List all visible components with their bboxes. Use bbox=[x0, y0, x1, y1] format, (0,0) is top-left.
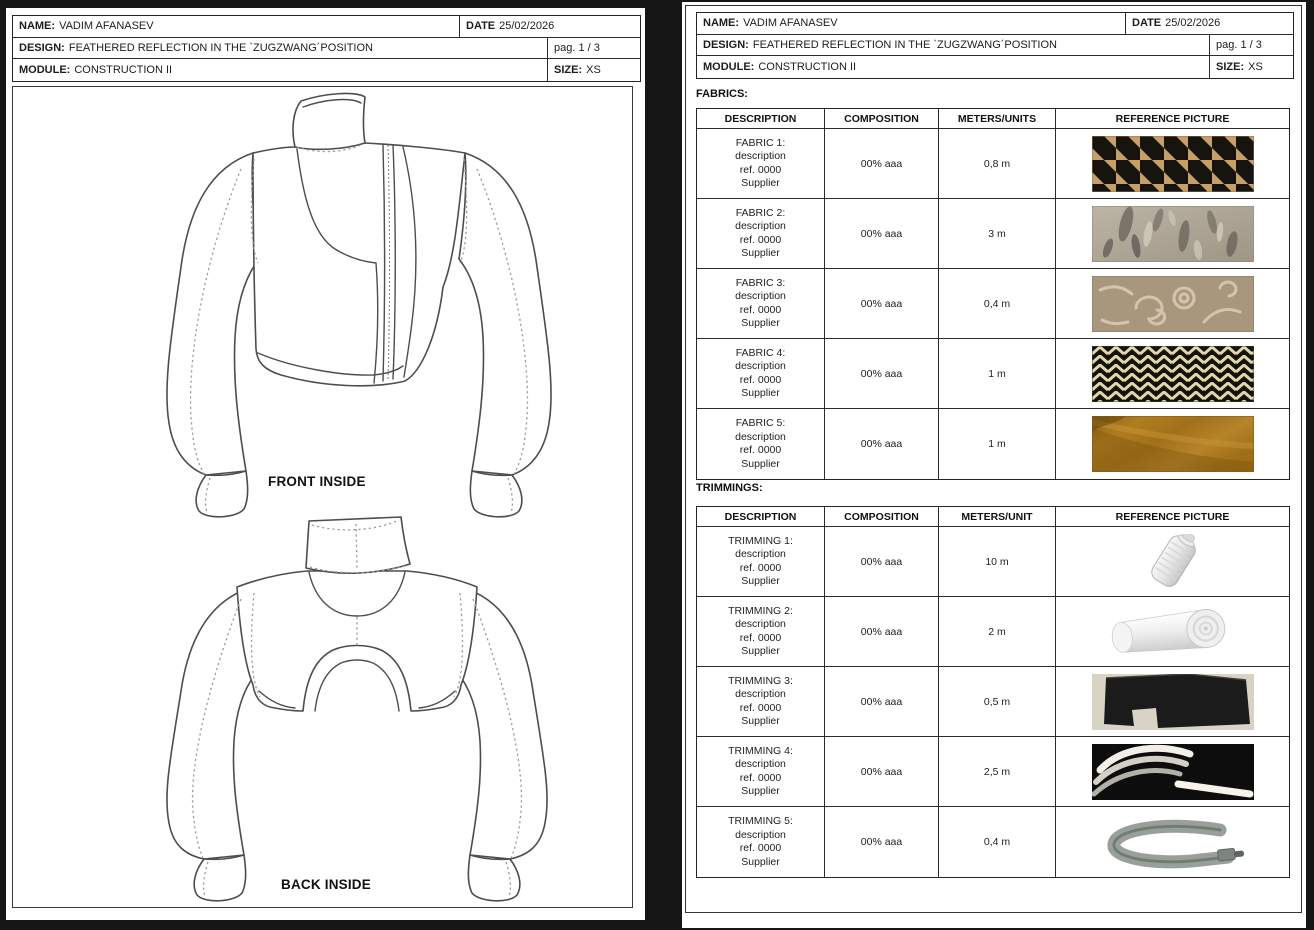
trimmings-row-3 bbox=[697, 667, 1289, 737]
fabrics-description-cell: FABRIC 3: description ref. 0000 Supplier bbox=[697, 269, 825, 338]
date-cell bbox=[459, 16, 640, 37]
name-cell bbox=[13, 16, 459, 37]
trimmings-column-header-4: REFERENCE PICTURE bbox=[1115, 510, 1230, 523]
date-label: DATE bbox=[466, 20, 496, 33]
trimmings-picture-cell bbox=[1056, 527, 1289, 596]
fabrics-picture-cell bbox=[1056, 409, 1289, 479]
garment-sketch-canvas bbox=[13, 87, 631, 906]
fabrics-picture-cell bbox=[1056, 269, 1289, 338]
page-number-cell bbox=[1209, 35, 1293, 56]
trimmings-column-header-2: COMPOSITION bbox=[825, 507, 939, 526]
back-inner-arch bbox=[315, 660, 399, 711]
houndstooth-fabric-image bbox=[1092, 136, 1254, 192]
trimmings-meters-cell: 0,4 m bbox=[939, 807, 1056, 877]
fabrics-meters-cell: 0,8 m bbox=[939, 129, 1056, 198]
trimmings-meters-cell: 2,5 m bbox=[939, 737, 1056, 806]
module-label: MODULE: bbox=[19, 63, 71, 76]
fabrics-picture-cell bbox=[1056, 199, 1289, 268]
fabrics-row-4 bbox=[697, 339, 1289, 409]
fabrics-column-header-4: REFERENCE PICTURE bbox=[1115, 112, 1230, 125]
design-cell bbox=[13, 38, 547, 59]
trimmings-composition-cell: 00% aaa bbox=[825, 667, 939, 736]
trimmings-picture-cell bbox=[1056, 807, 1289, 877]
herringbone-fabric-image bbox=[1092, 346, 1254, 402]
trimmings-section-label: TRIMMINGS: bbox=[696, 482, 763, 494]
fabrics-composition-cell: 00% aaa bbox=[825, 409, 939, 479]
page-number: pag. 1 / 3 bbox=[1216, 38, 1262, 51]
front-right-sleeve bbox=[459, 153, 551, 475]
date-value: 25/02/2026 bbox=[1165, 17, 1221, 30]
date-label: DATE bbox=[1132, 17, 1162, 30]
header-row-design bbox=[697, 35, 1293, 57]
design-label: DESIGN: bbox=[703, 38, 749, 51]
date-cell bbox=[1125, 13, 1293, 34]
front-bodice bbox=[253, 143, 465, 386]
back-collar bbox=[306, 517, 410, 573]
trimmings-table bbox=[696, 506, 1290, 878]
design-cell bbox=[697, 35, 1209, 56]
size-value: XS bbox=[1248, 60, 1263, 73]
size-label: SIZE: bbox=[1216, 60, 1245, 73]
size-cell bbox=[1209, 56, 1293, 78]
fabrics-picture-cell bbox=[1056, 339, 1289, 408]
back-bodice bbox=[237, 571, 477, 711]
front-left-sleeve bbox=[167, 153, 259, 475]
fabrics-header-row bbox=[697, 109, 1289, 129]
name-label: NAME: bbox=[19, 20, 56, 33]
trimmings-column-header-1: DESCRIPTION bbox=[697, 507, 825, 526]
front-inside-label: FRONT INSIDE bbox=[268, 474, 366, 489]
fabrics-composition-cell: 00% aaa bbox=[825, 339, 939, 408]
trimmings-picture-cell bbox=[1056, 597, 1289, 666]
back-inside-label: BACK INSIDE bbox=[281, 877, 371, 892]
module-label: MODULE: bbox=[703, 60, 755, 73]
trimmings-column-header-3: METERS/UNIT bbox=[939, 507, 1056, 526]
trimmings-description-cell: TRIMMING 2: description ref. 0000 Supplier bbox=[697, 597, 825, 666]
back-inside-garment-sketch bbox=[167, 517, 547, 901]
header-row-module bbox=[13, 59, 640, 81]
fabrics-composition-cell: 00% aaa bbox=[825, 199, 939, 268]
back-right-cuff bbox=[468, 855, 519, 901]
date-value: 25/02/2026 bbox=[499, 20, 555, 33]
trimmings-meters-cell: 0,5 m bbox=[939, 667, 1056, 736]
front-collar bbox=[293, 94, 365, 150]
trimmings-composition-cell: 00% aaa bbox=[825, 527, 939, 596]
trimmings-composition-cell: 00% aaa bbox=[825, 597, 939, 666]
design-label: DESIGN: bbox=[19, 41, 65, 54]
trimmings-row-1 bbox=[697, 527, 1289, 597]
module-cell bbox=[697, 56, 1209, 78]
right-page bbox=[682, 2, 1306, 928]
fabrics-row-1 bbox=[697, 129, 1289, 199]
header-row-module bbox=[697, 56, 1293, 78]
trimmings-row-2 bbox=[697, 597, 1289, 667]
mustard-drape-fabric-image bbox=[1092, 416, 1254, 472]
page-number: pag. 1 / 3 bbox=[554, 41, 600, 54]
trimmings-description-cell: TRIMMING 4: description ref. 0000 Supplier bbox=[697, 737, 825, 806]
fabrics-description-cell: FABRIC 4: description ref. 0000 Supplier bbox=[697, 339, 825, 408]
trimmings-row-4 bbox=[697, 737, 1289, 807]
name-value: VADIM AFANASEV bbox=[743, 17, 838, 30]
fabrics-meters-cell: 1 m bbox=[939, 409, 1056, 479]
trimmings-meters-cell: 10 m bbox=[939, 527, 1056, 596]
fabrics-description-cell: FABRIC 1: description ref. 0000 Supplier bbox=[697, 129, 825, 198]
fabrics-meters-cell: 0,4 m bbox=[939, 269, 1056, 338]
design-value: FEATHERED REFLECTION IN THE `ZUGZWANG´POSITION bbox=[752, 38, 1057, 51]
trimmings-meters-cell: 2 m bbox=[939, 597, 1056, 666]
module-cell bbox=[13, 59, 547, 81]
trimmings-description-cell: TRIMMING 3: description ref. 0000 Supplier bbox=[697, 667, 825, 736]
fabrics-row-5 bbox=[697, 409, 1289, 479]
trimmings-description-cell: TRIMMING 1: description ref. 0000 Supplier bbox=[697, 527, 825, 596]
fabrics-table bbox=[696, 108, 1290, 480]
fabrics-column-header-3: METERS/UNITS bbox=[939, 109, 1056, 128]
trimmings-row-5 bbox=[697, 807, 1289, 877]
zipper-image bbox=[1092, 814, 1254, 870]
sketch-area bbox=[12, 86, 633, 908]
fabrics-description-cell: FABRIC 5: description ref. 0000 Supplier bbox=[697, 409, 825, 479]
front-left-cuff bbox=[196, 471, 247, 517]
fabrics-picture-cell bbox=[1056, 129, 1289, 198]
fabrics-description-cell: FABRIC 2: description ref. 0000 Supplier bbox=[697, 199, 825, 268]
trimmings-picture-cell bbox=[1056, 737, 1289, 806]
crinkle-texture-fabric-image bbox=[1092, 206, 1254, 262]
name-label: NAME: bbox=[703, 17, 740, 30]
left-header-table bbox=[12, 15, 641, 82]
right-header-table bbox=[696, 12, 1294, 79]
header-row-name bbox=[697, 13, 1293, 35]
fabrics-composition-cell: 00% aaa bbox=[825, 269, 939, 338]
module-value: CONSTRUCTION II bbox=[758, 60, 857, 73]
fabrics-column-header-2: COMPOSITION bbox=[825, 109, 939, 128]
name-value: VADIM AFANASEV bbox=[59, 20, 154, 33]
design-value: FEATHERED REFLECTION IN THE `ZUGZWANG´POSITION bbox=[68, 41, 373, 54]
front-right-cuff bbox=[470, 471, 521, 517]
trimmings-composition-cell: 00% aaa bbox=[825, 807, 939, 877]
size-cell bbox=[547, 59, 640, 81]
fabrics-section-label: FABRICS: bbox=[696, 88, 748, 100]
trimmings-composition-cell: 00% aaa bbox=[825, 737, 939, 806]
header-row-name bbox=[13, 16, 640, 38]
fabrics-meters-cell: 3 m bbox=[939, 199, 1056, 268]
trimmings-header-row bbox=[697, 507, 1289, 527]
fabrics-column-header-1: DESCRIPTION bbox=[697, 109, 825, 128]
fabrics-meters-cell: 1 m bbox=[939, 339, 1056, 408]
padding-roll-image bbox=[1092, 604, 1254, 660]
header-row-design bbox=[13, 38, 640, 60]
page-number-cell bbox=[547, 38, 640, 59]
thread-spool-image bbox=[1092, 534, 1254, 590]
size-value: XS bbox=[586, 63, 601, 76]
fabrics-row-2 bbox=[697, 199, 1289, 269]
fabrics-row-3 bbox=[697, 269, 1289, 339]
size-label: SIZE: bbox=[554, 63, 583, 76]
black-interfacing-image bbox=[1092, 674, 1254, 730]
embroidered-swirl-fabric-image bbox=[1092, 276, 1254, 332]
left-page bbox=[6, 8, 645, 920]
back-left-cuff bbox=[194, 855, 245, 901]
trimmings-description-cell: TRIMMING 5: description ref. 0000 Supplier bbox=[697, 807, 825, 877]
name-cell bbox=[697, 13, 1125, 34]
plastic-boning-image bbox=[1092, 744, 1254, 800]
fabrics-composition-cell: 00% aaa bbox=[825, 129, 939, 198]
module-value: CONSTRUCTION II bbox=[74, 63, 173, 76]
front-inside-garment-sketch bbox=[167, 94, 551, 517]
trimmings-picture-cell bbox=[1056, 667, 1289, 736]
